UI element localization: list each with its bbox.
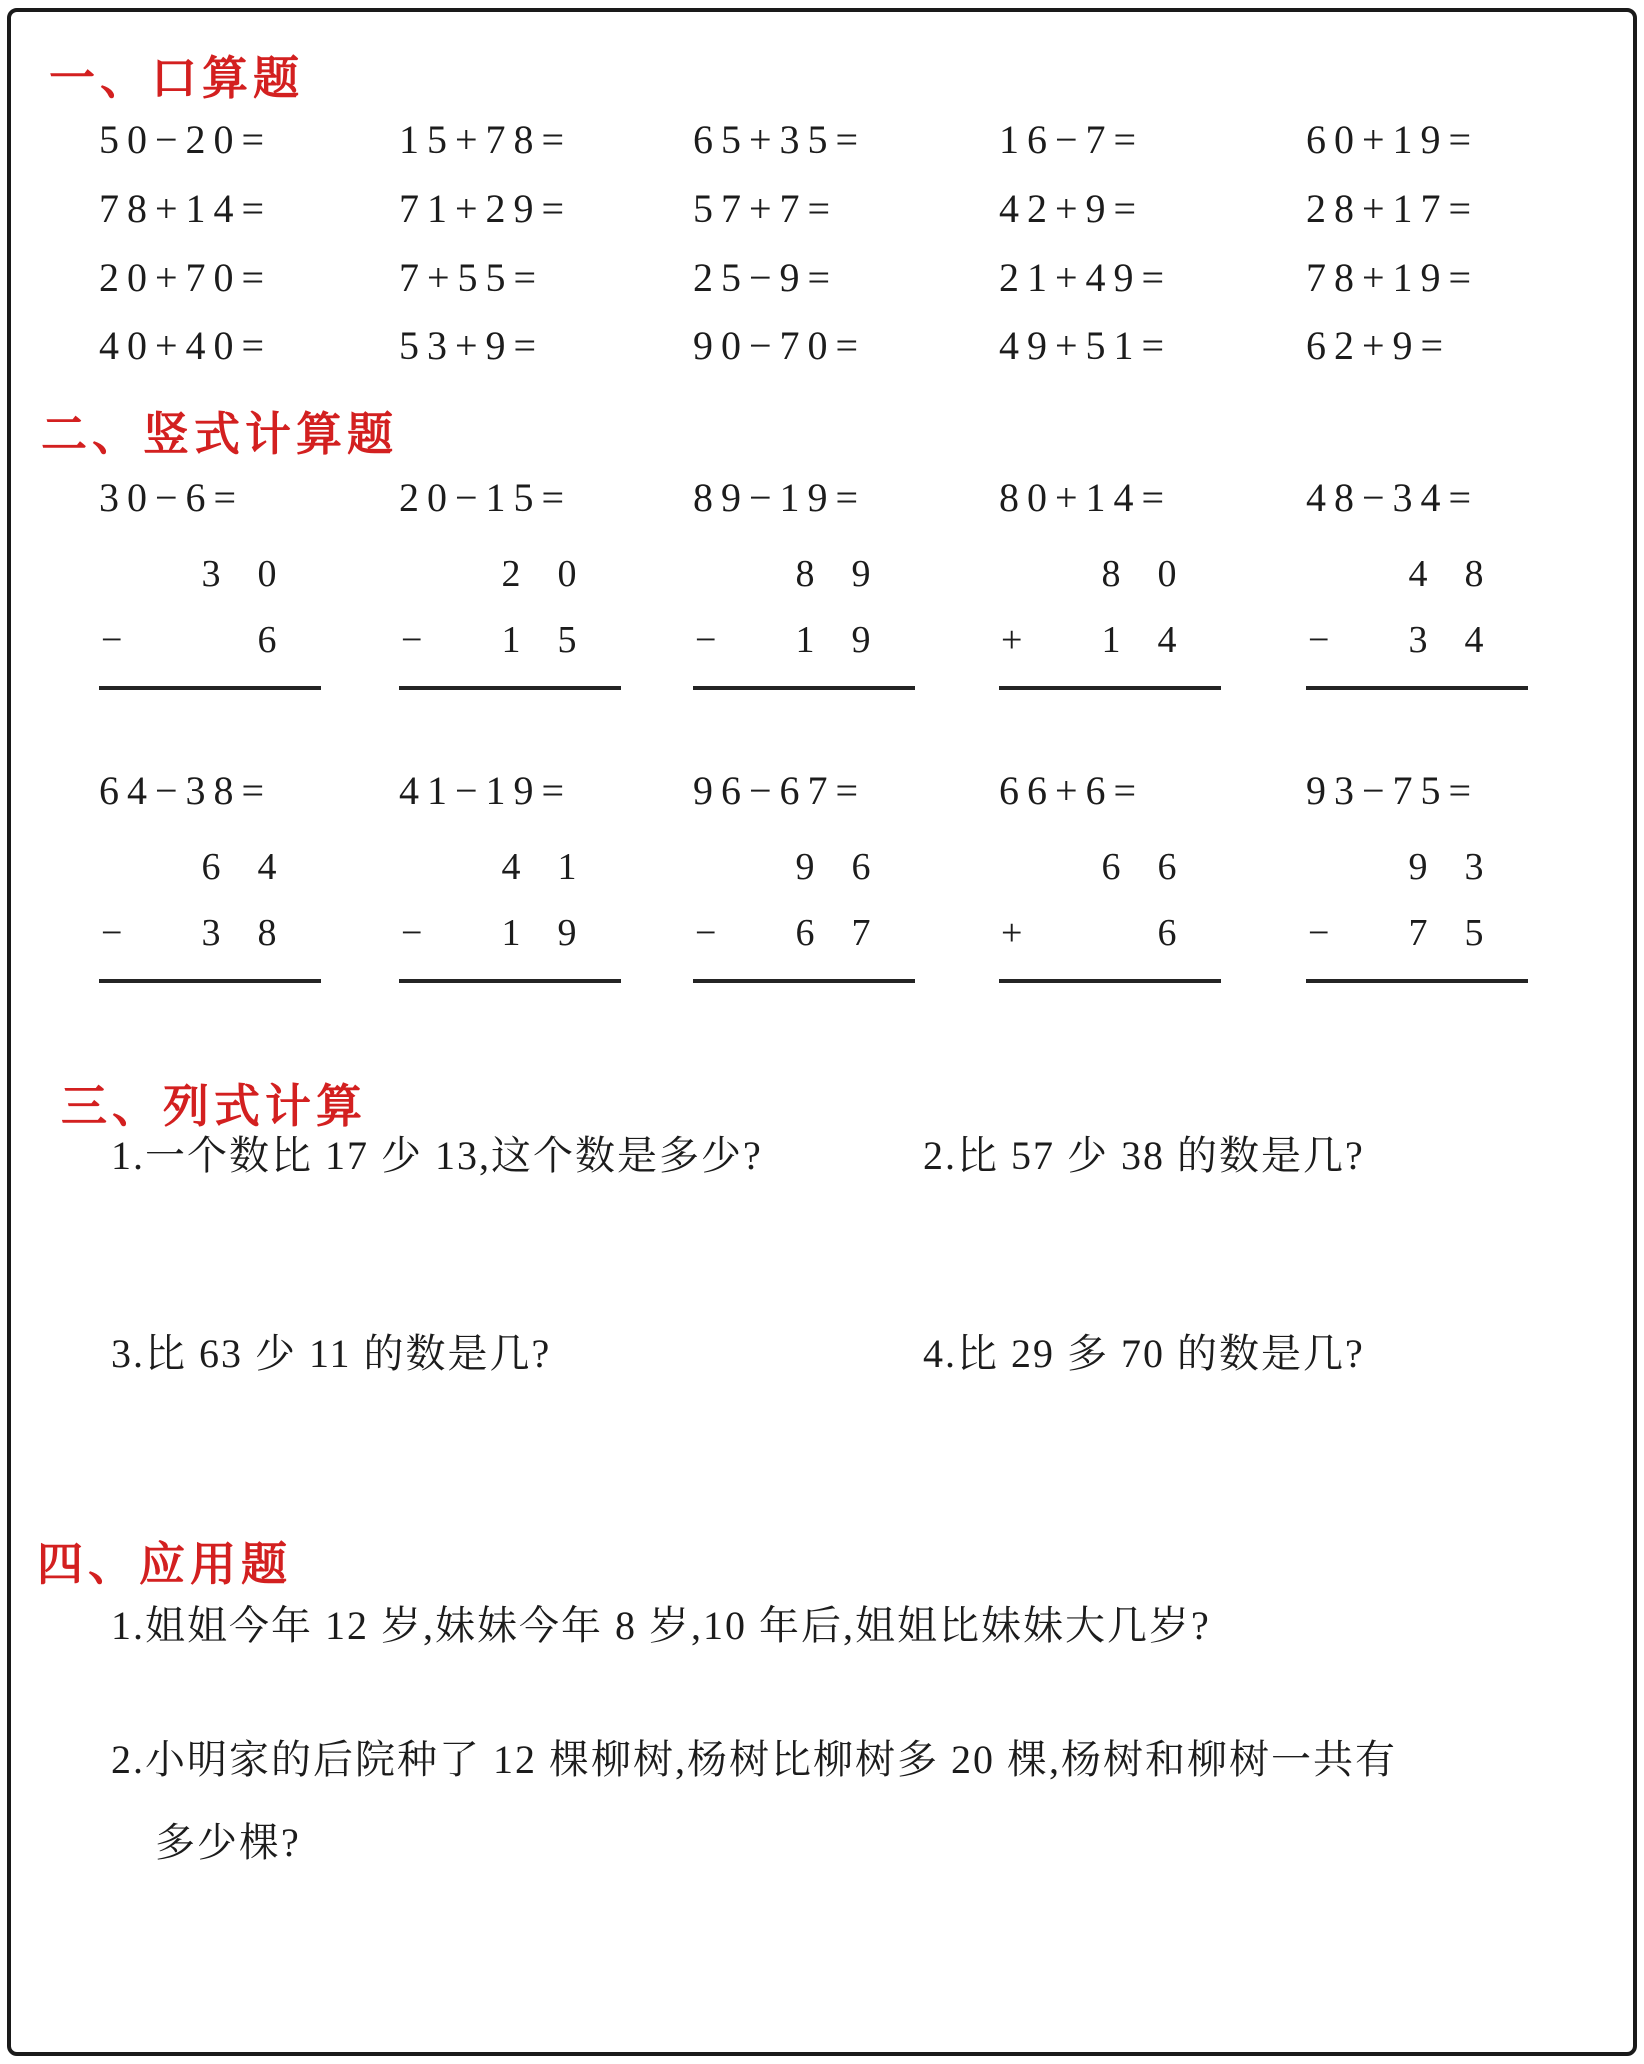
vertical-problem <box>999 474 1239 690</box>
bottom-tens-digit: 3 <box>201 912 221 954</box>
operator-sign: − <box>695 912 717 954</box>
bottom-ones-digit: 6 <box>257 619 277 661</box>
bottom-number <box>693 618 915 684</box>
bottom-ones-digit: 4 <box>1157 619 1177 661</box>
operator-sign: − <box>101 912 123 954</box>
problem-expression: 64−38= <box>99 768 273 813</box>
top-number <box>693 552 915 618</box>
bottom-number <box>399 911 621 977</box>
top-ones-digit: 1 <box>557 846 577 888</box>
bottom-ones-digit: 8 <box>257 912 277 954</box>
top-tens-digit: 2 <box>501 553 521 595</box>
operator-sign: − <box>401 912 423 954</box>
top-tens-digit: 3 <box>201 553 221 595</box>
vertical-calc-stack <box>693 845 915 983</box>
list-calc-problem-1: 1.一个数比 17 少 13,这个数是多少? <box>111 1133 763 1178</box>
vertical-problem <box>693 767 933 983</box>
problem-expression: 48−34= <box>1306 475 1480 520</box>
top-ones-digit: 6 <box>1157 846 1177 888</box>
top-tens-digit: 8 <box>795 553 815 595</box>
problem-expression: 96−67= <box>693 768 867 813</box>
top-number <box>399 552 621 618</box>
vertical-calc-stack <box>399 552 621 690</box>
list-calc-problem-2: 2.比 57 少 38 的数是几? <box>923 1133 1365 1178</box>
list-calc-problem-3: 3.比 63 少 11 的数是几? <box>111 1331 552 1376</box>
top-ones-digit: 9 <box>851 553 871 595</box>
oral-problem: 40+40= <box>99 323 273 368</box>
vertical-problem <box>399 767 639 983</box>
oral-problem: 25−9= <box>693 255 839 300</box>
top-tens-digit: 8 <box>1101 553 1121 595</box>
oral-problem: 28+17= <box>1306 186 1480 231</box>
vertical-problem <box>693 474 933 690</box>
oral-problem: 21+49= <box>999 255 1173 300</box>
vertical-problem <box>1306 474 1546 690</box>
bottom-ones-digit: 4 <box>1464 619 1484 661</box>
bottom-tens-digit: 1 <box>795 619 815 661</box>
bottom-tens-digit: 1 <box>501 912 521 954</box>
worksheet-border <box>7 8 1637 2056</box>
top-tens-digit: 6 <box>201 846 221 888</box>
top-ones-digit: 6 <box>851 846 871 888</box>
top-tens-digit: 4 <box>501 846 521 888</box>
oral-problem: 62+9= <box>1306 323 1452 368</box>
top-tens-digit: 4 <box>1408 553 1428 595</box>
operator-sign: + <box>1001 619 1023 661</box>
section-2-heading: 二、竖式计算题 <box>41 409 398 460</box>
bottom-tens-digit: 1 <box>501 619 521 661</box>
bottom-ones-digit: 9 <box>851 619 871 661</box>
word-problem-2-line-2: 多少棵? <box>155 1820 301 1865</box>
bottom-ones-digit: 9 <box>557 912 577 954</box>
vertical-problem <box>399 474 639 690</box>
vertical-problem <box>1306 767 1546 983</box>
top-ones-digit: 8 <box>1464 553 1484 595</box>
top-number <box>1306 552 1528 618</box>
oral-problem: 90−70= <box>693 323 867 368</box>
vertical-calc-stack <box>1306 552 1528 690</box>
bottom-number <box>693 911 915 977</box>
top-number <box>99 845 321 911</box>
top-number <box>399 845 621 911</box>
oral-problem: 53+9= <box>399 323 545 368</box>
word-problem-1: 1.姐姐今年 12 岁,妹妹今年 8 岁,10 年后,姐姐比妹妹大几岁? <box>111 1603 1211 1648</box>
list-calc-problem-4: 4.比 29 多 70 的数是几? <box>923 1331 1365 1376</box>
bottom-tens-digit: 3 <box>1408 619 1428 661</box>
vertical-calc-stack <box>399 845 621 983</box>
oral-problem: 42+9= <box>999 186 1145 231</box>
bottom-number <box>99 911 321 977</box>
vertical-calc-stack <box>1306 845 1528 983</box>
bottom-ones-digit: 5 <box>1464 912 1484 954</box>
oral-problem: 78+14= <box>99 186 273 231</box>
problem-expression: 41−19= <box>399 768 573 813</box>
word-problem-2 <box>111 1728 1591 1868</box>
section-4-heading: 四、应用题 <box>37 1539 292 1590</box>
vertical-calc-stack <box>999 552 1221 690</box>
top-tens-digit: 9 <box>795 846 815 888</box>
bottom-number <box>1306 618 1528 684</box>
vertical-problem <box>99 767 339 983</box>
vertical-calc-stack <box>99 552 321 690</box>
vertical-problem <box>99 474 339 690</box>
operator-sign: − <box>1308 912 1330 954</box>
operator-sign: + <box>1001 912 1023 954</box>
top-ones-digit: 0 <box>1157 553 1177 595</box>
top-tens-digit: 6 <box>1101 846 1121 888</box>
top-ones-digit: 0 <box>557 553 577 595</box>
top-number <box>1306 845 1528 911</box>
bottom-tens-digit: 6 <box>795 912 815 954</box>
bottom-number <box>999 618 1221 684</box>
vertical-calc-stack <box>693 552 915 690</box>
top-number <box>999 552 1221 618</box>
vertical-calc-stack <box>999 845 1221 983</box>
bottom-tens-digit: 7 <box>1408 912 1428 954</box>
problem-expression: 89−19= <box>693 475 867 520</box>
problem-expression: 30−6= <box>99 475 245 520</box>
oral-problem: 65+35= <box>693 117 867 162</box>
bottom-number <box>99 618 321 684</box>
top-number <box>99 552 321 618</box>
problem-expression: 93−75= <box>1306 768 1480 813</box>
oral-problem: 50−20= <box>99 117 273 162</box>
bottom-ones-digit: 5 <box>557 619 577 661</box>
problem-expression: 20−15= <box>399 475 573 520</box>
top-ones-digit: 4 <box>257 846 277 888</box>
top-number <box>999 845 1221 911</box>
word-problem-2-line-1: 2.小明家的后院种了 12 棵柳树,杨树比柳树多 20 棵,杨树和柳树一共有 <box>111 1737 1397 1782</box>
operator-sign: − <box>101 619 123 661</box>
bottom-number <box>399 618 621 684</box>
oral-problem: 7+55= <box>399 255 545 300</box>
oral-problem: 60+19= <box>1306 117 1480 162</box>
top-ones-digit: 3 <box>1464 846 1484 888</box>
oral-problem: 49+51= <box>999 323 1173 368</box>
bottom-ones-digit: 7 <box>851 912 871 954</box>
bottom-number <box>1306 911 1528 977</box>
operator-sign: − <box>401 619 423 661</box>
top-number <box>693 845 915 911</box>
bottom-number <box>999 911 1221 977</box>
problem-expression: 66+6= <box>999 768 1145 813</box>
top-tens-digit: 9 <box>1408 846 1428 888</box>
oral-problem: 15+78= <box>399 117 573 162</box>
section-3-heading: 三、列式计算 <box>61 1081 367 1132</box>
bottom-tens-digit: 1 <box>1101 619 1121 661</box>
oral-problem: 78+19= <box>1306 255 1480 300</box>
operator-sign: − <box>695 619 717 661</box>
bottom-ones-digit: 6 <box>1157 912 1177 954</box>
oral-problem: 57+7= <box>693 186 839 231</box>
operator-sign: − <box>1308 619 1330 661</box>
problem-expression: 80+14= <box>999 475 1173 520</box>
top-ones-digit: 0 <box>257 553 277 595</box>
oral-problem: 16−7= <box>999 117 1145 162</box>
vertical-calc-stack <box>99 845 321 983</box>
section-1-heading: 一、口算题 <box>49 53 304 104</box>
vertical-problem <box>999 767 1239 983</box>
oral-problem: 20+70= <box>99 255 273 300</box>
oral-problem: 71+29= <box>399 186 573 231</box>
